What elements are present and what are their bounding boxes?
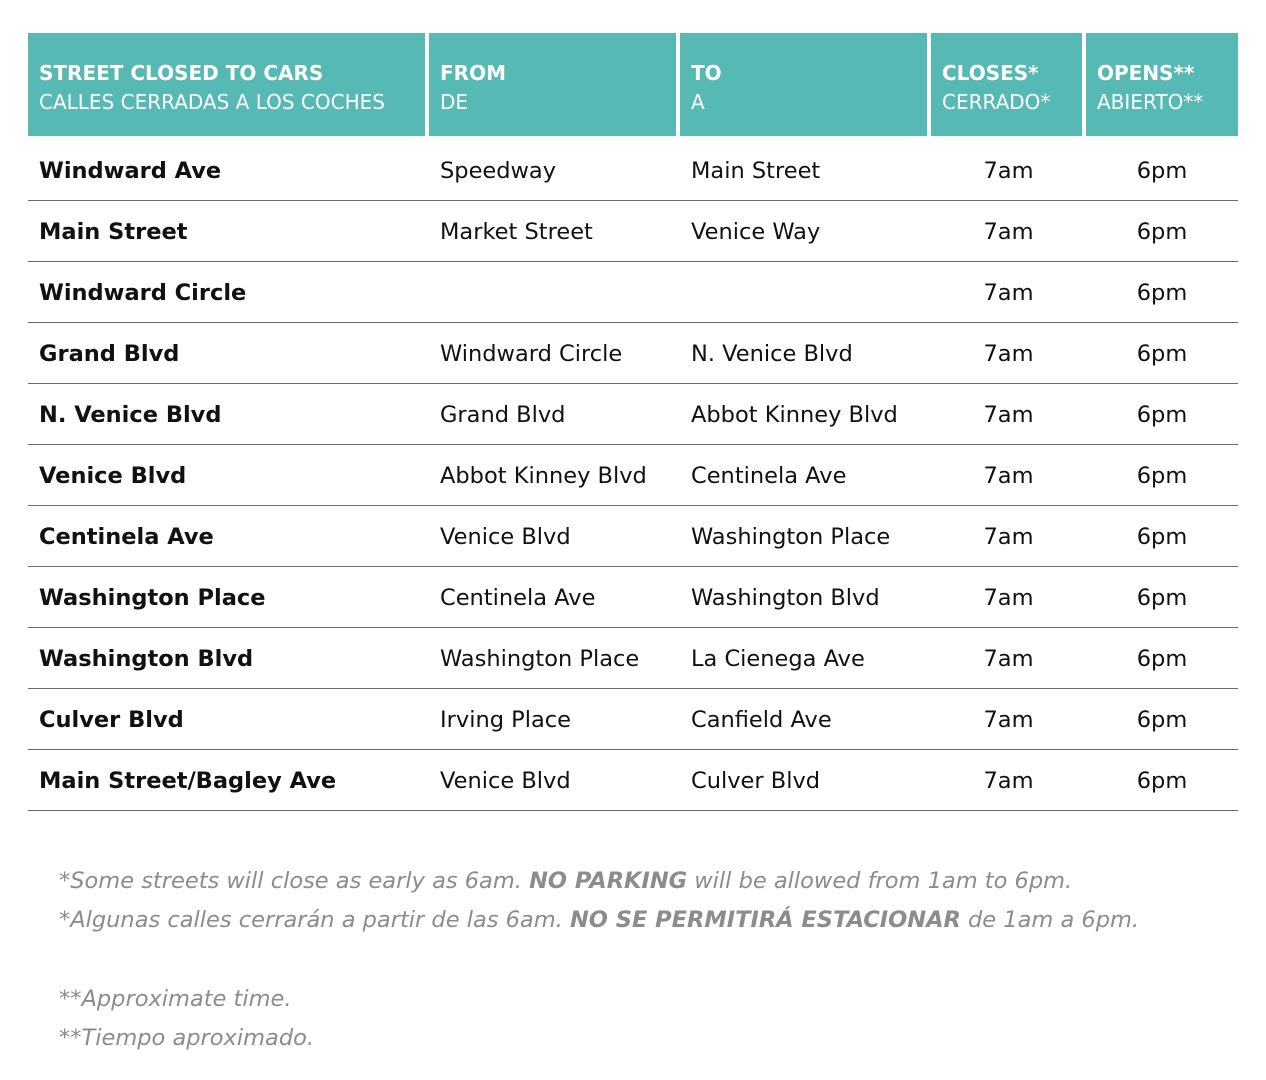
note-parking-es-pre: *Algunas calles cerrarán a partir de las 6am.	[59, 906, 570, 933]
cell-opens: 6pm	[1136, 341, 1188, 367]
table-row	[28, 445, 1238, 506]
table-row	[28, 140, 1238, 201]
cell-to: Venice Way	[691, 219, 821, 245]
cell-from: Speedway	[440, 158, 557, 184]
cell-from: Venice Blvd	[440, 768, 571, 794]
table-body	[28, 140, 1238, 811]
cell-opens: 6pm	[1136, 402, 1188, 428]
note-parking-en-bold: NO PARKING	[529, 868, 688, 894]
cell-street: Centinela Ave	[39, 524, 214, 550]
cell-opens: 6pm	[1136, 707, 1188, 733]
cell-opens: 6pm	[1136, 768, 1188, 794]
header-to-es: A	[691, 90, 705, 114]
cell-to: Abbot Kinney Blvd	[691, 402, 898, 428]
cell-street: Main Street/Bagley Ave	[39, 768, 337, 794]
table-row	[28, 567, 1238, 628]
note-parking-es-post: de 1am a 6pm.	[960, 906, 1140, 933]
cell-from: Venice Blvd	[440, 524, 571, 550]
cell-opens: 6pm	[1136, 219, 1188, 245]
cell-from: Washington Place	[440, 646, 640, 672]
cell-street: Washington Place	[39, 585, 266, 611]
header-street	[28, 33, 425, 136]
cell-closes: 7am	[983, 219, 1034, 245]
note-approx-en: **Approximate time.	[59, 986, 292, 1012]
cell-to: Canfield Ave	[691, 707, 832, 733]
cell-closes: 7am	[983, 280, 1034, 306]
cell-from: Windward Circle	[440, 341, 623, 367]
cell-from: Irving Place	[440, 707, 571, 733]
table-row	[28, 750, 1238, 811]
cell-street: Main Street	[39, 219, 188, 245]
table-row	[28, 628, 1238, 689]
cell-closes: 7am	[983, 463, 1034, 489]
footnotes	[59, 862, 1139, 1057]
table-row	[28, 262, 1238, 323]
note-parking-en	[59, 862, 1139, 901]
cell-to: Centinela Ave	[691, 463, 847, 489]
note-parking-en-post: will be allowed from 1am to 6pm.	[687, 868, 1073, 894]
cell-closes: 7am	[983, 768, 1034, 794]
table-row	[28, 384, 1238, 445]
cell-to: Washington Blvd	[691, 585, 880, 611]
cell-from: Market Street	[440, 219, 593, 245]
note-approx-es: **Tiempo aproximado.	[59, 1024, 315, 1051]
header-closes	[931, 33, 1082, 136]
note-spacer	[59, 939, 1139, 980]
note-parking-es	[59, 901, 1139, 940]
note-parking-es-bold: NO SE PERMITIRÁ ESTACIONAR	[569, 906, 961, 933]
table-row	[28, 201, 1238, 262]
header-opens-en: OPENS**	[1097, 61, 1195, 85]
cell-from: Abbot Kinney Blvd	[440, 463, 647, 489]
cell-street: N. Venice Blvd	[39, 402, 222, 428]
header-from-es: DE	[440, 90, 469, 114]
cell-closes: 7am	[983, 646, 1034, 672]
header-to-en: TO	[691, 61, 722, 85]
cell-to: Culver Blvd	[691, 768, 821, 794]
street-closures-table	[28, 33, 1238, 811]
header-closes-es: CERRADO*	[942, 90, 1051, 114]
header-from-en: FROM	[440, 61, 506, 85]
cell-closes: 7am	[983, 158, 1034, 184]
cell-opens: 6pm	[1136, 158, 1188, 184]
cell-from: Grand Blvd	[440, 402, 566, 428]
note-parking-en-pre: *Some streets will close as early as 6am.	[59, 868, 530, 894]
header-from	[429, 33, 676, 136]
cell-from: Centinela Ave	[440, 585, 596, 611]
cell-street: Culver Blvd	[39, 707, 184, 733]
cell-street: Grand Blvd	[39, 341, 180, 367]
table-row	[28, 506, 1238, 567]
header-to	[680, 33, 927, 136]
cell-closes: 7am	[983, 402, 1034, 428]
header-closes-en: CLOSES*	[942, 61, 1039, 85]
cell-street: Venice Blvd	[39, 463, 187, 489]
header-opens	[1086, 33, 1238, 136]
table-header	[28, 33, 1238, 136]
cell-to: La Cienega Ave	[691, 646, 865, 672]
header-street-en: STREET CLOSED TO CARS	[39, 61, 324, 85]
cell-street: Washington Blvd	[39, 646, 254, 672]
cell-street: Windward Circle	[39, 280, 247, 306]
cell-to: N. Venice Blvd	[691, 341, 853, 367]
cell-opens: 6pm	[1136, 280, 1188, 306]
cell-opens: 6pm	[1136, 646, 1188, 672]
cell-closes: 7am	[983, 707, 1034, 733]
cell-to: Washington Place	[691, 524, 891, 550]
cell-closes: 7am	[983, 585, 1034, 611]
cell-street: Windward Ave	[39, 158, 222, 184]
cell-to	[680, 291, 931, 293]
cell-from	[429, 291, 680, 293]
header-opens-es: ABIERTO**	[1097, 90, 1204, 114]
cell-opens: 6pm	[1136, 585, 1188, 611]
cell-to: Main Street	[691, 158, 821, 184]
cell-opens: 6pm	[1136, 524, 1188, 550]
table-row	[28, 689, 1238, 750]
cell-closes: 7am	[983, 341, 1034, 367]
table-row	[28, 323, 1238, 384]
cell-closes: 7am	[983, 524, 1034, 550]
cell-opens: 6pm	[1136, 463, 1188, 489]
header-street-es: CALLES CERRADAS A LOS COCHES	[39, 90, 385, 114]
